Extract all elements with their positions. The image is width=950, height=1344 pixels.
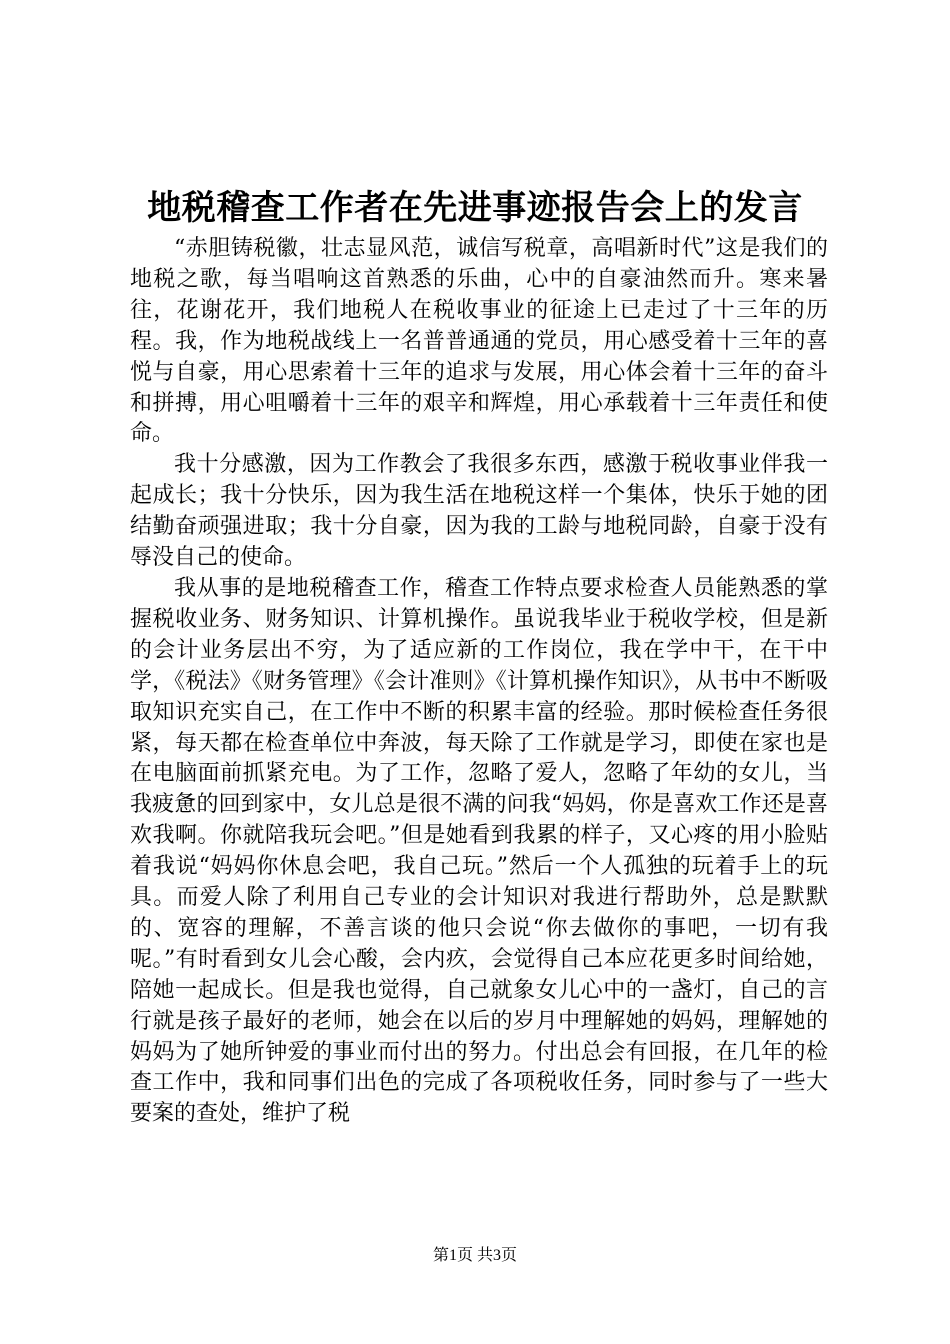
page-footer: 第1页 共3页: [432, 1247, 517, 1264]
paragraph-1: “赤胆铸税徽，壮志显风范，诚信写税章，高唱新时代”这是我们的地税之歌，每当唱响这首熟悉的乐曲，心中的自豪油然而升。寒来暑往，花谢花开，我们地税人在税收事业的征途上已走过了十三年的历程。我，作为地税战线上一名普普通通的党员，用心感受着十三年的喜悦与自豪，用心思索着十三年的追求与发展，用心体会着十三年的奋斗和拼搏，用心咀嚼着十三年的艰辛和辉煌，用心承载着十三年责任和使命。: [130, 236, 828, 447]
paragraph-2: 我十分感激，因为工作教会了我很多东西，感激于税收事业伴我一起成长；我十分快乐，因为我生活在地税这样一个集体，快乐于她的团结勤奋顽强进取；我十分自豪，因为我的工龄与地税同龄，自豪于没有辱没自己的使命。: [130, 452, 828, 571]
document-title: 地税稽查工作者在先进事迹报告会上的发言: [147, 188, 803, 228]
paragraph-3: 我从事的是地税稽查工作，稽查工作特点要求检查人员能熟悉的掌握税收业务、财务知识、计算机操作。虽说我毕业于税收学校，但是新的会计业务层出不穷，为了适应新的工作岗位，我在学中干，在干中学，《税法》《财务管理》《会计准则》《计算机操作知识》，从书中不断吸取知识充实自己，在工作中不断的积累丰富的经验。那时候检查任务很紧，每天都在检查单位中奔波，每天除了工作就是学习，即使在家也是在电脑面前抓紧充电。为了工作，忽略了爱人，忽略了年幼的女儿，当我疲惫的回到家中，女儿总是很不满的问我“妈妈，你是喜欢工作还是喜欢我啊。你就陪我玩会吧。”但是她看到我累的样子，又心疼的用小脸贴着我说“妈妈你休息会吧，我自己玩。”然后一个人孤独的玩着手上的玩具。而爱人除了利用自己专业的会计知识对我进行帮助外，总是默默的、宽容的理解，不善言谈的他只会说“你去做你的事吧，一切有我呢。”有时看到女儿会心酸，会内疚，会觉得自己本应花更多时间给她，陪她一起成长。但是我也觉得，自己就象女儿心中的一盏灯，自己的言行就是孩子最好的老师，她会在以后的岁月中理解她的妈妈，理解她的妈妈为了她所钟爱的事业而付出的努力。付出总会有回报，在几年的检查工作中，我和同事们出色的完成了各项税收任务，同时参与了一些大要案的查处，维护了税: [130, 575, 828, 1127]
document-body: [130, 234, 828, 1130]
